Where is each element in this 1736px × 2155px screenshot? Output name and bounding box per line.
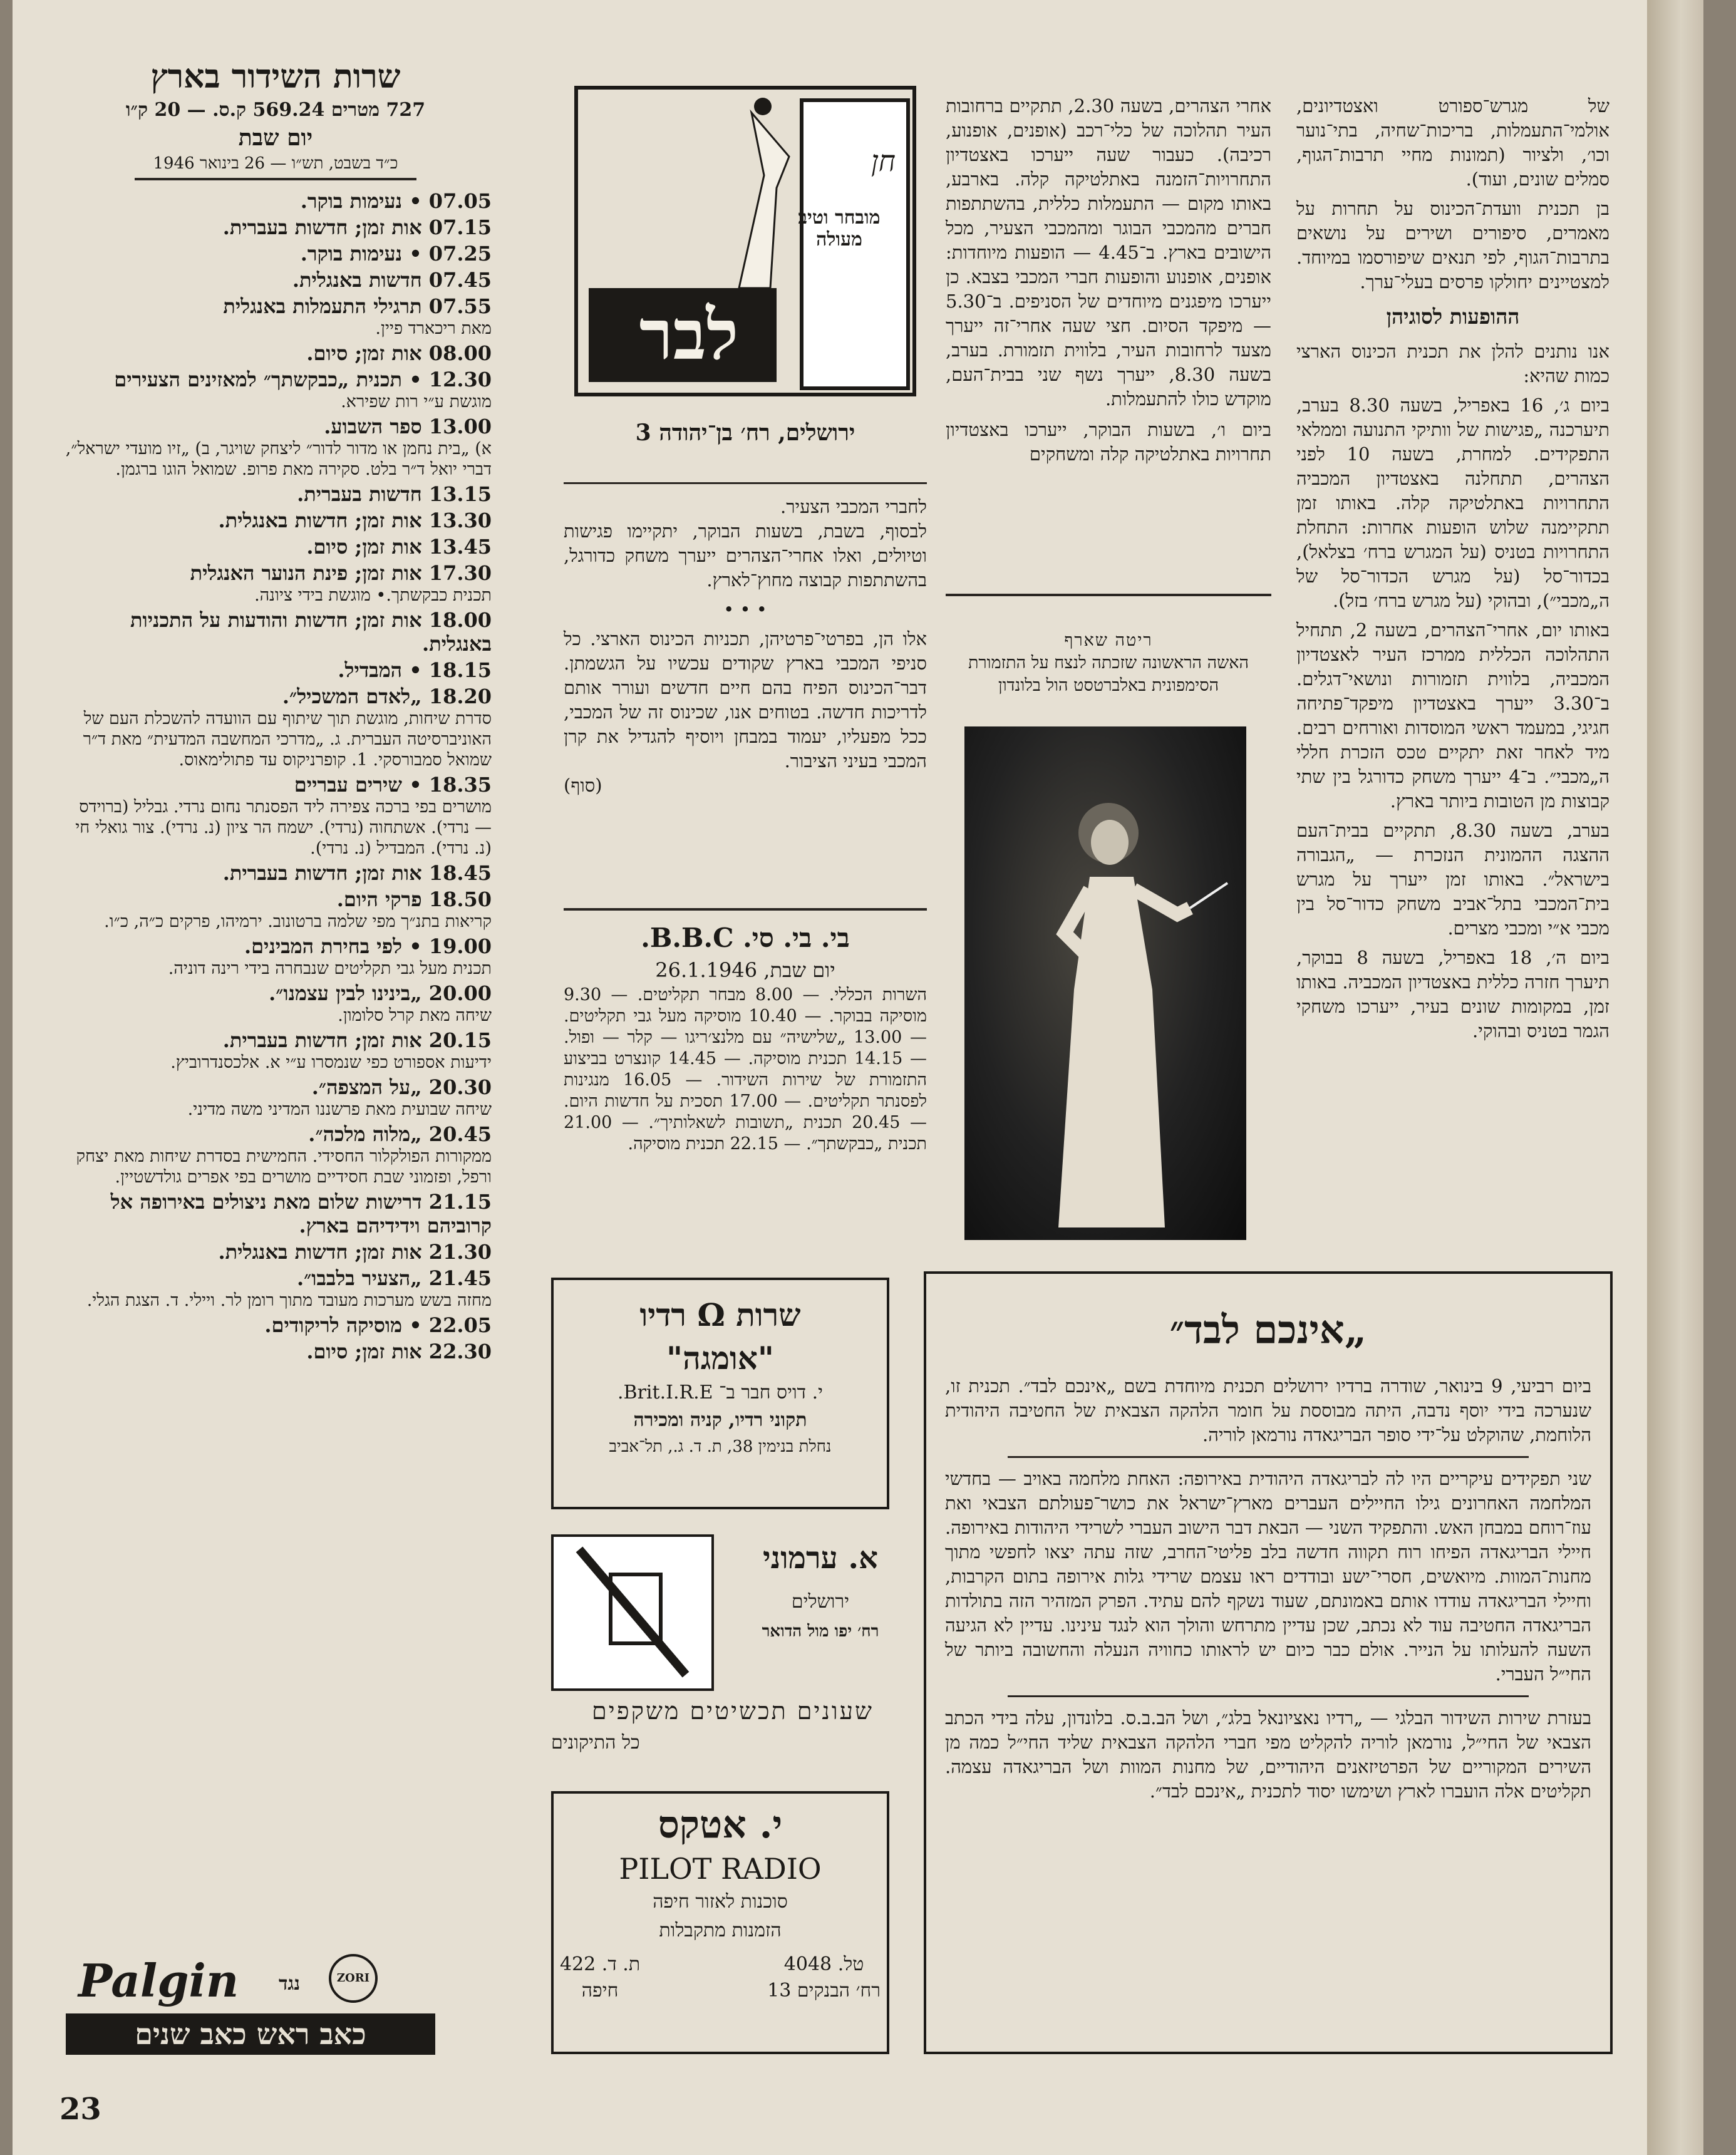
schedule-entry: 18.15 • המבדיל. bbox=[338, 658, 492, 682]
schedule-day: יום שבת bbox=[238, 125, 313, 151]
schedule-entry: 17.30 אות זמן; פינת הנוער האנגלית bbox=[190, 561, 492, 585]
schedule-date: כ״ד בשבט, תש״ו — 26 בינואר 1946 bbox=[153, 154, 398, 173]
schedule-entry-detail: ידיעות אספורט כפי שנמסרו ע״י א. אלכסנדרוביץ. bbox=[170, 1053, 492, 1072]
ad3-address: רח׳ יפו מול הדואר bbox=[762, 1622, 879, 1641]
conductor-figure-icon bbox=[964, 726, 1246, 1240]
schedule-entry: 21.45 „הצעיר בלבבו״. bbox=[297, 1266, 492, 1290]
schedule-entry: 07.15 אות זמן; חדשות בעברית. bbox=[222, 215, 492, 239]
paragraph: באותו יום, אחרי־הצהרים, בשעה 2, תתחיל התהלוכה הכללית ממרכז העיר לאצטדיון המכביה, בלווית תזמורות ונושאי־דגלים. ב־3.30 ייערך באצטדיון מיפקד־פתיחה חגיגי, במעמד ראשי המוסדות ואורחים רבים. מיד לאחר זאת יתקיים טכס הזכרת חללי ה„מכבי״. ב־4 ייערך משחק כדורגל בין שתי קבוצות מן הטובות ביותר בארץ. bbox=[1296, 619, 1610, 812]
schedule-entry: 19.00 • לפי בחירת המבינים. bbox=[244, 934, 492, 958]
wristwatch-icon bbox=[554, 1537, 711, 1687]
schedule-entry: 13.30 אות זמן; חדשות באנגלית. bbox=[218, 509, 492, 532]
schedule-entry: 18.35 • שירים עבריים bbox=[294, 773, 492, 797]
zori-badge-icon: ZORI bbox=[329, 1954, 378, 2003]
article-conclusion bbox=[564, 495, 927, 798]
paragraph: אנו נותנים להלן את תכנית הכינוס הארצי כמות שהיא: bbox=[1296, 341, 1609, 386]
schedule-entry: 13.00 ספר השבוע. bbox=[324, 415, 492, 438]
ad-chen: חן bbox=[871, 144, 896, 178]
schedule-entry-detail: מושרים בפי ברכה צפירה ליד הפסנתר נחום נרדי. גבליל (ברוידס — נרדי). אשתחוה (נרדי). ישמח הר ציון (נ. נרדי). צור גואלי חי (נ. נרדי). המבדיל (נ. נרדי). bbox=[75, 797, 492, 858]
boxed-article bbox=[924, 1271, 1613, 2054]
schedule-entry: 18.00 אות זמן; חדשות והודעות על התכניות באנגלית. bbox=[130, 608, 492, 656]
schedule-entry: 07.25 • נעימות בוקר. bbox=[300, 242, 492, 266]
ad4-tel: טל. 4048 bbox=[783, 1953, 864, 1975]
schedule-entry: 08.00 אות זמן; סיום. bbox=[306, 341, 492, 365]
schedule-entry-detail: ממקורות הפולקלור החסידי. החמישית בסדרת שיחות מאת יצחק ורפל, ופזמוני שבת חסידיים מושרים בפי אפרים גולדשטיין. bbox=[76, 1147, 492, 1187]
schedule-list bbox=[59, 189, 492, 1363]
paragraph: ביום ג׳, 16 באפריל, בשעה 8.30 בערב, תיערכנה „פגישות של וותיקי התנועה וממלאי התפקידים. למחרת, בשעה 10 לפני הצהרים, תתחלנה באצטדיון המכביה התחרויות באתלטיקה קלה. באותו זמן תתקיימנה שלוש הופעות אחרות: התחלת התחרויות בטניס (על המגרש ברח׳ בצלאל), בכדור־סל (על מגרש הכדור־סל של ה„מכבי״), ובהוקי (על מגרש ברח׳ בזל). bbox=[1296, 395, 1610, 611]
paragraph: אחרי הצהרים, בשעה 2.30, תתקיים ברחובות העיר תהלוכה של כלי־רכב (אופנים, אופנוע, רכיבה). כעבור שעה ייערכו באצטדיון התחרויות־הזמנה באתלטיקה קלה. בארבע, באותו מקום — התעמלות כללית, בהשתתפות חברים מהמכבי הבוגר ומהמכבי הצעיר, מכל הישובים בארץ. ב־4.45 — הופעות מיוחדות: אופנים, אופנוע והופעות חברי המכבי בצבא. כן ייערכו מיפגנים מיוחדים של הסניפים. ב־5.30 — מיפקד הסיום. חצי שעה אחרי־זה ייערך מצעד לרחובות העיר, בלווית תזמורת. בערב, בשעה 8.30, ייערך נשף שני בבית־העם, מוקדש כולו להתעמלות. bbox=[946, 95, 1271, 410]
watch-image bbox=[551, 1534, 714, 1691]
schedule-entry: 21.15 דרישות שלום מאת ניצולים באירופה אל קרוביהם וידידיהם בארץ. bbox=[110, 1190, 492, 1238]
section-heading: ההופעות לסוגיהן bbox=[1386, 304, 1520, 329]
ad4-brand: PILOT RADIO bbox=[619, 1852, 822, 1886]
schedule-entry: 07.55 תרגילי התעמלות באנגלית bbox=[223, 294, 492, 318]
paragraph: אלו הן, בפרטי־פרטיהן, תכניות הכינוס הארצי. כל סניפי המכבי בארץ שקודים עכשיו על הגשמתן. דבר־הכינוס הפיח בהם חיים חדשים ועורר אותם לדריכות חדשה. בטוחים אנו, שכינוס זה של המכבי, ככל מפעליו, יעמוד במבחן ויוסיף להגדיל את קרן המכבי בעיני הציבור. bbox=[564, 628, 927, 772]
box-rule bbox=[1008, 1456, 1529, 1458]
end-mark: (סוף) bbox=[564, 775, 602, 796]
schedule-entry-detail: מאת ריכארד פיין. bbox=[375, 319, 492, 338]
conductor-photo bbox=[964, 726, 1246, 1240]
ad2-line4: תקוני רדיו, קניה ומכירה bbox=[633, 1409, 807, 1431]
schedule-entry: 18.20 „לאדם המשכיל״. bbox=[282, 685, 492, 708]
article-column-middle bbox=[946, 94, 1271, 467]
bbc-date: יום שבת, 26.1.1946 bbox=[655, 958, 835, 982]
box-rule bbox=[1008, 1695, 1529, 1697]
separator-dots: • • • bbox=[723, 599, 767, 620]
palgin-advertisement[interactable] bbox=[66, 1954, 435, 2060]
page-number: 23 bbox=[59, 2092, 101, 2127]
box-title: „אינכם לבד״ bbox=[1169, 1307, 1367, 1353]
schedule-entry-detail: שיחה מאת קרל סלומון. bbox=[338, 1006, 492, 1025]
box-intro: ביום רביעי, 9 בינואר, שודרה ברדיו ירושלים תכנית מיוחדת בשם „אינכם לבד״. תכנית זו, שנערכה בידי יוסף נדבה, היתה מבוססת על חומר הלהקה הצבאית של החטיבה היהודית הלוחמת, שהוקלט על־ידי סופר הבריגאדה נורמאן לוריה. bbox=[945, 1375, 1592, 1445]
box-paragraph: שני תפקידים עיקריים היו לה לבריגאדה היהודית באירופה: האחת מלחמה באויב — בחדשי המלחמה האחרונים גילו החיילים העברים מארץ־ישראל את כושר־פעולתם הצבאי ואת עוז־רוחם במבחן האש. והתפקיד השני — הבאת דבר הישוב העברי לשרידי היהודות באירופה. חיילי הבריגאדה הפיחו רוח תקווה חדשה בלב פליטי־החרב, שזה עתה יצאו לחפשי מתוך מחנות־המוות. מיואשים, חסרי־ישע ובודדים ראו עצמם שרידי גלות אירופה בתום הקרבות, וחיילי הבריגאדה עודדו אותם באמונתם, שעוד נשקף להם עתיד. הפרק המזהיר הזה בתולדות הבריגאדה החטיבה עוד לא נכתב, שכן עדיין מתרחש והולך הוא לנגד עינינו. עדיין לא הגיעה השעה להעלותו על הנייר. אולם כבר כיום יש לראותו כחוויה הנעלה והחשובה ביותר של החי״ל העברי. bbox=[945, 1468, 1591, 1685]
armoni-advertisement[interactable] bbox=[551, 1534, 914, 1772]
pilot-radio-advertisement[interactable] bbox=[551, 1791, 889, 2054]
schedule-entry: 22.30 אות זמן; סיום. bbox=[306, 1340, 492, 1363]
schedule-entry: 20.15 אות זמן; חדשות בעברית. bbox=[222, 1028, 492, 1052]
box-paragraph: בעזרת שירות השידור הבלגי — „רדיו נאציונאל בלג״, ושל הב.ב.ס. בלונדון, עלה בידי הכתב הצבאי של החי״ל, נורמאן לוריה להקליט מפי חברי הלהקה הצבאית שליד החי״ל כמה מן השירים המקוריים של הפרטיזאנים היהודיים, של מחנות המוות ושל הבריגאדה עצמה. תקליטים אלה הועברו לארץ ושימשו יסוד לתכנית „אינכם לבד״. bbox=[945, 1707, 1591, 1802]
palgin-brand: Palgin bbox=[78, 1954, 239, 2007]
paragraph: בערב, בשעה 8.30, תתקיים בבית־העם ההצגה ההמונית הנזכרת — „הגבורה בישראל״. באותו זמן ייערך על מגרש בית־המכבי בתל־אביב משחק כדור־סל בין מכבי א״י ומכבי מצרים. bbox=[1296, 820, 1609, 939]
schedule-entry-detail: מוגשת ע״י רות שפירא. bbox=[341, 392, 492, 411]
schedule-entry: 13.45 אות זמן; סיום. bbox=[306, 535, 492, 559]
schedule-entry: 18.50 פרקי היום. bbox=[336, 887, 492, 911]
photo-caption: האשה הראשונה שזכתה לנצח על התזמורת הסימפונית באלברטסט הול בלונדון bbox=[968, 653, 1249, 695]
palgin-neged: נגד bbox=[279, 1973, 301, 1995]
ad3-city: ירושלים bbox=[791, 1591, 850, 1613]
palgin-slogan: כאב ראש כאב שנים bbox=[66, 2013, 435, 2055]
column-divider bbox=[946, 594, 1271, 596]
paragraph: ביום ה׳, 18 באפריל, בשעה 8 בבוקר, תיערך חזרה כללית באצטדיון המכביה. באותו זמן, במקומות שונים בעיר, ייערכו משחקי הגמר בטניס ובהוקי. bbox=[1296, 947, 1609, 1041]
bbc-schedule bbox=[564, 921, 927, 1155]
ad-divider bbox=[564, 482, 927, 484]
ad3-tag2: כל התיקונים bbox=[551, 1732, 640, 1754]
ad4-name: י. אטקס bbox=[658, 1803, 783, 1847]
schedule-entry-detail: תכנית מעל גבי תקליטים שנבחרה בידי רינה דוניה. bbox=[168, 959, 492, 978]
schedule-entry: 20.00 „בינינו לבין עצמנו״. bbox=[269, 981, 492, 1005]
article-column-right bbox=[1296, 94, 1609, 1043]
paragraph: בן תכנית וועדת־הכינוס על תחרות על מאמרים, סיפורים ושירים על נושאים בתרבות־הגוף, לפי תנאים שיפורסמו במיוחד. למצטיינים יחולקו פרסים בעלי־ערך. bbox=[1296, 198, 1609, 292]
paragraph: לבסוף, בשבת, בשעות הבוקר, יתקיימו פגישות וטיולים, ואלו אחרי־הצהרים ייערך משחק כדורגל, בהשתתפות קבוצה מחוץ־לארץ. bbox=[564, 520, 927, 591]
schedule-rule bbox=[135, 178, 416, 180]
photo-caption-block bbox=[946, 629, 1271, 697]
schedule-entry: 20.30 „על המצפה״. bbox=[311, 1075, 492, 1099]
ad4-line1: סוכנות לאזור חיפה bbox=[653, 1891, 788, 1913]
ad3-tag1: שעונים תכשיטים משקפים bbox=[592, 1697, 874, 1725]
schedule-entry-detail: א) „בית נחמן או מדור לדור״ ליצחק שויגר, ב) „זיו מועדי ישראל״, דברי יואל ד״ר בלט. סקירה מאת פרופ. שמואל הוגו ברגמן. bbox=[65, 439, 492, 479]
schedule-entry: 22.05 • מוסיקה לריקודים. bbox=[264, 1313, 492, 1337]
ad4-contact bbox=[560, 1951, 881, 2004]
schedule-entry: 13.15 חדשות בעברית. bbox=[297, 482, 492, 506]
paragraph: של מגרש־ספורט ואצטדיונים, אולמי־התעמלות, בריכות־שחיה, בתי־נוער וכו׳, ולציור (תמונות מחיי תרבות־הגוף, סמלים שונים, ועוד). bbox=[1296, 95, 1609, 190]
schedule-entry: 20.45 „מלוה מלכה״. bbox=[308, 1122, 492, 1146]
ad4-address: רח׳ הבנקים 13 bbox=[767, 1980, 881, 2002]
magazine-page bbox=[13, 0, 1703, 2155]
schedule-title: שרות השידור בארץ bbox=[150, 58, 401, 96]
schedule-entry: 07.05 • נעימות בוקר. bbox=[300, 189, 492, 213]
omega-radio-advertisement[interactable] bbox=[551, 1278, 889, 1509]
schedule-entry: 07.45 חדשות באנגלית. bbox=[292, 268, 492, 292]
ad2-line2: "אומגה" bbox=[666, 1340, 774, 1377]
ad4-line2: הזמנות מתקבלות bbox=[659, 1920, 782, 1941]
ad-tagline: מובחר וטיב מעולה bbox=[798, 207, 881, 251]
schedule-entry-detail: קריאות בתנ״ך מפי שלמה ברטונוב. ירמיהו, פרקים כ״ה, כ״ו. bbox=[104, 912, 492, 931]
laber-advertisement[interactable] bbox=[564, 81, 927, 476]
schedule-frequency: 727 מטרים 569.24 ק.ס. — 20 ק״ו bbox=[125, 99, 426, 121]
schedule-entry: 18.45 אות זמן; חדשות בעברית. bbox=[222, 861, 492, 885]
ad4-city: חיפה bbox=[581, 1980, 619, 2002]
broadcast-schedule bbox=[59, 56, 492, 1363]
ad2-line1: שרות Ω רדיו bbox=[639, 1296, 801, 1333]
schedule-entry: 12.30 • תכנית „כבקשתך״ למאזינים הצעירים bbox=[114, 368, 492, 391]
paragraph: ביום ו׳, בשעות הבוקר, ייערכו באצטדיון תחרויות באתלטיקה קלה ומשחקים bbox=[946, 419, 1271, 465]
photo-name: ריטה שארף bbox=[1064, 631, 1153, 650]
page-binding bbox=[1647, 0, 1703, 2155]
schedule-entry-detail: שיחה שבועית מאת פרשננו המדיני משה מדיני. bbox=[187, 1100, 492, 1119]
bbc-divider bbox=[564, 908, 927, 911]
paragraph: לחברי המכבי הצעיר. bbox=[780, 496, 927, 517]
ad2-line3: י. דויס חבר ב־ Brit.I.R.E. bbox=[617, 1382, 823, 1403]
schedule-entry-detail: סדרת שיחות, מוגשת תוך שיתוף עם הוועדה להשכלת העם של האוניברסיטה העברית. ג. „מדרכי המחשבה המדעית״ מאת ד״ר שמואל סמבורסקי. 1. קופרניקוס עד פתולימאוס. bbox=[83, 709, 492, 770]
bbc-text: השרות הכללי. — 8.00 מבחר תקליטים. — 9.30 מוסיקה בבוקר. — 10.40 מוסיקה מעל גבי תקליטים. — 13.00 „שלישיה״ עם מלנצ׳ריגו — קלר — ופול. — 14.15 תכנית מוסיקה. — 14.45 קונצרט בביצוע התזמורת של שירות השידור. — 16.05 מנגינות לפסנתר תקליטים. — 17.00 תסכית על חדשות היום. — 20.45 תכנית „תשובות לשאלותיך״. — 21.00 תכנית „כבקשתך״. — 22.15 תכנית מוסיקה. bbox=[564, 985, 927, 1154]
ad-address: ירושלים, רח׳ בן־יהודה 3 bbox=[635, 420, 855, 446]
schedule-entry-detail: תכנית כבקשתך.• מוגשת בידי ציונה. bbox=[254, 586, 492, 605]
ad2-line5: נחלת בנימין 38, ת. ד. ג., תל־אביב bbox=[609, 1437, 832, 1456]
bbc-title: בי. בי. סי. B.B.C. bbox=[641, 922, 850, 953]
schedule-entry-detail: מחזה בשש מערכות מעובד מתוך רומן לר. ויילי. ד. הצגת הגלי. bbox=[86, 1291, 492, 1310]
ad3-name: א. ערמוני bbox=[763, 1541, 878, 1576]
schedule-entry: 21.30 אות זמן; חדשות באנגלית. bbox=[218, 1240, 492, 1264]
ad-logo-text: לבר bbox=[639, 294, 739, 375]
ad4-pob: ת. ד. 422 bbox=[560, 1953, 641, 1975]
